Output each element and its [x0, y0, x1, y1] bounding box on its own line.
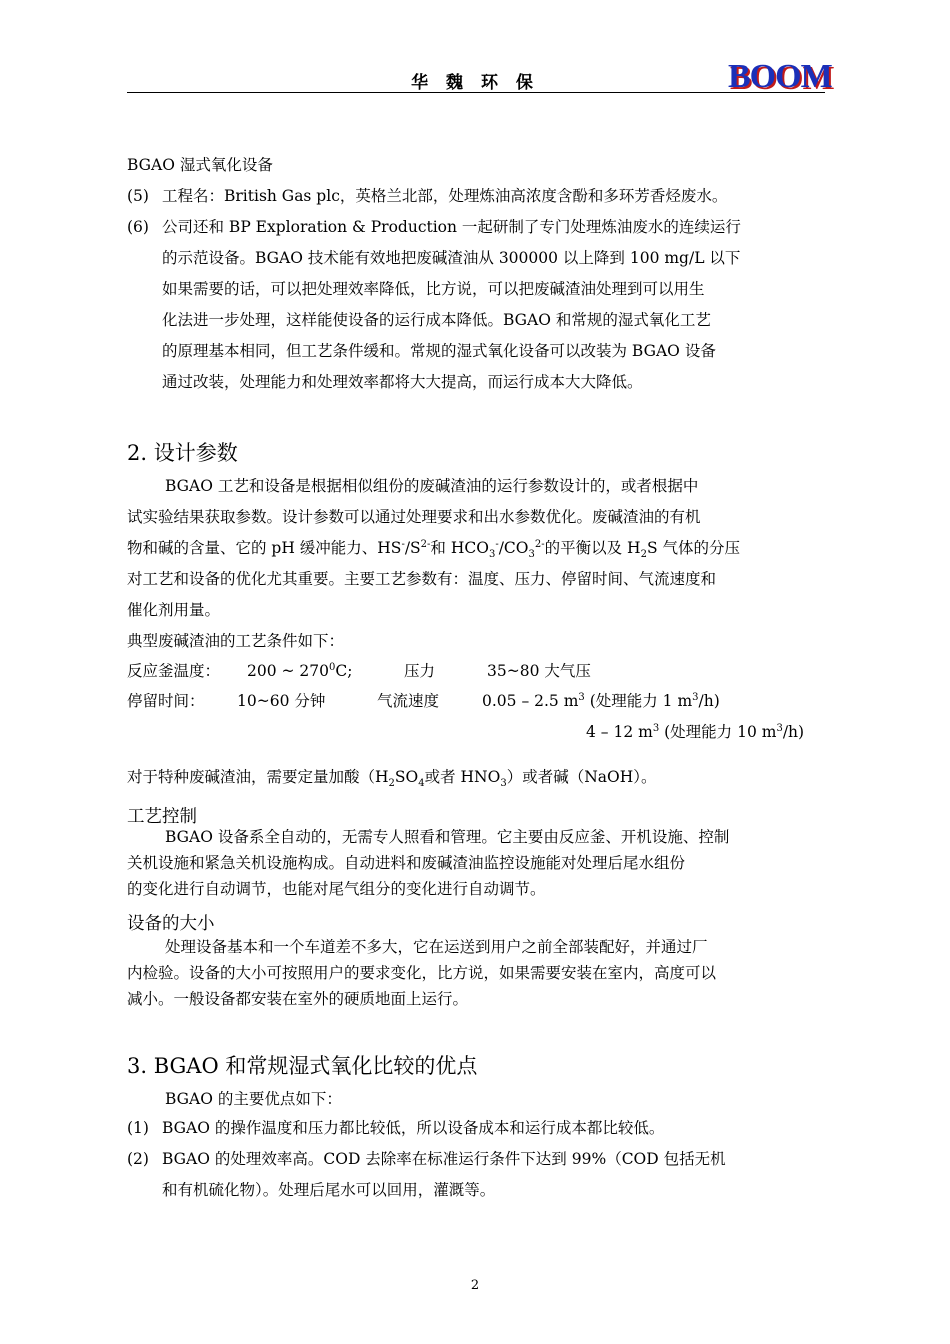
equipment-size-heading: 设备的大小	[127, 914, 215, 934]
header-rule	[127, 92, 825, 93]
intro-line: BGAO 湿式氧化设备	[127, 156, 273, 174]
residence-value: 10~60 分钟	[237, 692, 326, 710]
section-2-heading: 2. 设计参数	[127, 441, 238, 465]
list-item-6-line: 化法进一步处理，这样能使设备的运行成本降低。BGAO 和常规的湿式氧化工艺	[162, 311, 711, 329]
page-number: 2	[470, 1278, 480, 1293]
list-marker-5: (5)	[127, 187, 149, 205]
gasflow-value-1: 0.05 – 2.5 $m^3$ (处理能力 1 $m^3/h$)	[482, 691, 720, 710]
advantage-item-1: BGAO 的操作温度和压力都比较低，所以设备成本和运行成本都比较低。	[162, 1119, 665, 1137]
process-control-line: BGAO 设备系全自动的，无需专人照看和管理。它主要由反应釜、开机设施、控制	[165, 828, 730, 846]
equipment-size-line: 内检验。设备的大小可按照用户的要求变化，比方说，如果需要安装在室内，高度可以	[127, 964, 717, 982]
pressure-value: 35~80 大气压	[487, 662, 591, 680]
company-logo: BOOM	[728, 58, 832, 95]
list-item-6-line: 公司还和 BP Exploration & Production 一起研制了专门处理炼油废水的连续运行	[162, 218, 741, 236]
gasflow-label: 气流速度	[377, 692, 440, 710]
advantage-marker-1: (1)	[127, 1119, 149, 1137]
list-item-5: 工程名：British Gas plc，英格兰北部，处理炼油高浓度含酚和多环芳香烃废水。	[162, 187, 728, 205]
process-control-heading: 工艺控制	[127, 807, 197, 827]
typical-conditions-label: 典型废碱渣油的工艺条件如下：	[127, 632, 345, 650]
temp-value: 200 ~ $270^0C$;	[247, 661, 353, 680]
equipment-size-line: 处理设备基本和一个车道差不多大，它在运送到用户之前全部装配好，并通过厂	[165, 938, 708, 956]
header-title: 华 魏 环 保	[411, 73, 539, 93]
section-2-para-line: 催化剂用量。	[127, 601, 221, 619]
section-2-para-line: 对工艺和设备的优化尤其重要。主要工艺参数有：温度、压力、停留时间、气流速度和	[127, 570, 717, 588]
section-2-para-line: 物和碱的含量、它的 pH 缓冲能力、$HS^-/S^{2-}$和 $HCO_3^-/CO_3^{2-}$的平衡以及 $H_2S$ 气体的分压	[127, 538, 740, 561]
list-item-6-line: 的原理基本相同，但工艺条件缓和。常规的湿式氧化设备可以改装为 BGAO 设备	[162, 342, 716, 360]
residence-label: 停留时间：	[127, 692, 205, 710]
section-2-para-line: 试实验结果获取参数。设计参数可以通过处理要求和出水参数优化。废碱渣油的有机	[127, 508, 701, 526]
list-item-6-line: 通过改装，处理能力和处理效率都将大大提高，而运行成本大大降低。	[162, 373, 643, 391]
section-3-intro: BGAO 的主要优点如下：	[165, 1090, 342, 1108]
special-note: 对于特种废碱渣油，需要定量加酸（$H_2SO_4$或者 $HNO_3$）或者碱（NaOH）。	[127, 768, 657, 790]
temp-label: 反应釜温度：	[127, 662, 221, 680]
advantage-item-2-line: 和有机硫化物）。处理后尾水可以回用，灌溉等。	[162, 1181, 496, 1199]
gasflow-value-2: 4 – 12 $m^3$ (处理能力 10 $m^3/h$)	[586, 722, 805, 741]
advantage-item-2-line: BGAO 的处理效率高。COD 去除率在标准运行条件下达到 99%（COD 包括无机	[162, 1150, 726, 1168]
pressure-label: 压力	[404, 662, 436, 680]
section-3-heading: 3. BGAO 和常规湿式氧化比较的优点	[127, 1054, 478, 1078]
process-control-line: 关机设施和紧急关机设施构成。自动进料和废碱渣油监控设施能对处理后尾水组份	[127, 854, 686, 872]
list-marker-6: (6)	[127, 218, 149, 236]
list-item-6-line: 如果需要的话，可以把处理效率降低，比方说，可以把废碱渣油处理到可以用生	[162, 280, 705, 298]
equipment-size-line: 减小。一般设备都安装在室外的硬质地面上运行。	[127, 990, 469, 1008]
advantage-marker-2: (2)	[127, 1150, 149, 1168]
list-item-6-line: 的示范设备。BGAO 技术能有效地把废碱渣油从 300000 以上降到 100 mg/L 以下	[162, 249, 741, 267]
section-2-para-line: BGAO 工艺和设备是根据相似组份的废碱渣油的运行参数设计的，或者根据中	[165, 477, 699, 495]
process-control-line: 的变化进行自动调节，也能对尾气组分的变化进行自动调节。	[127, 880, 546, 898]
